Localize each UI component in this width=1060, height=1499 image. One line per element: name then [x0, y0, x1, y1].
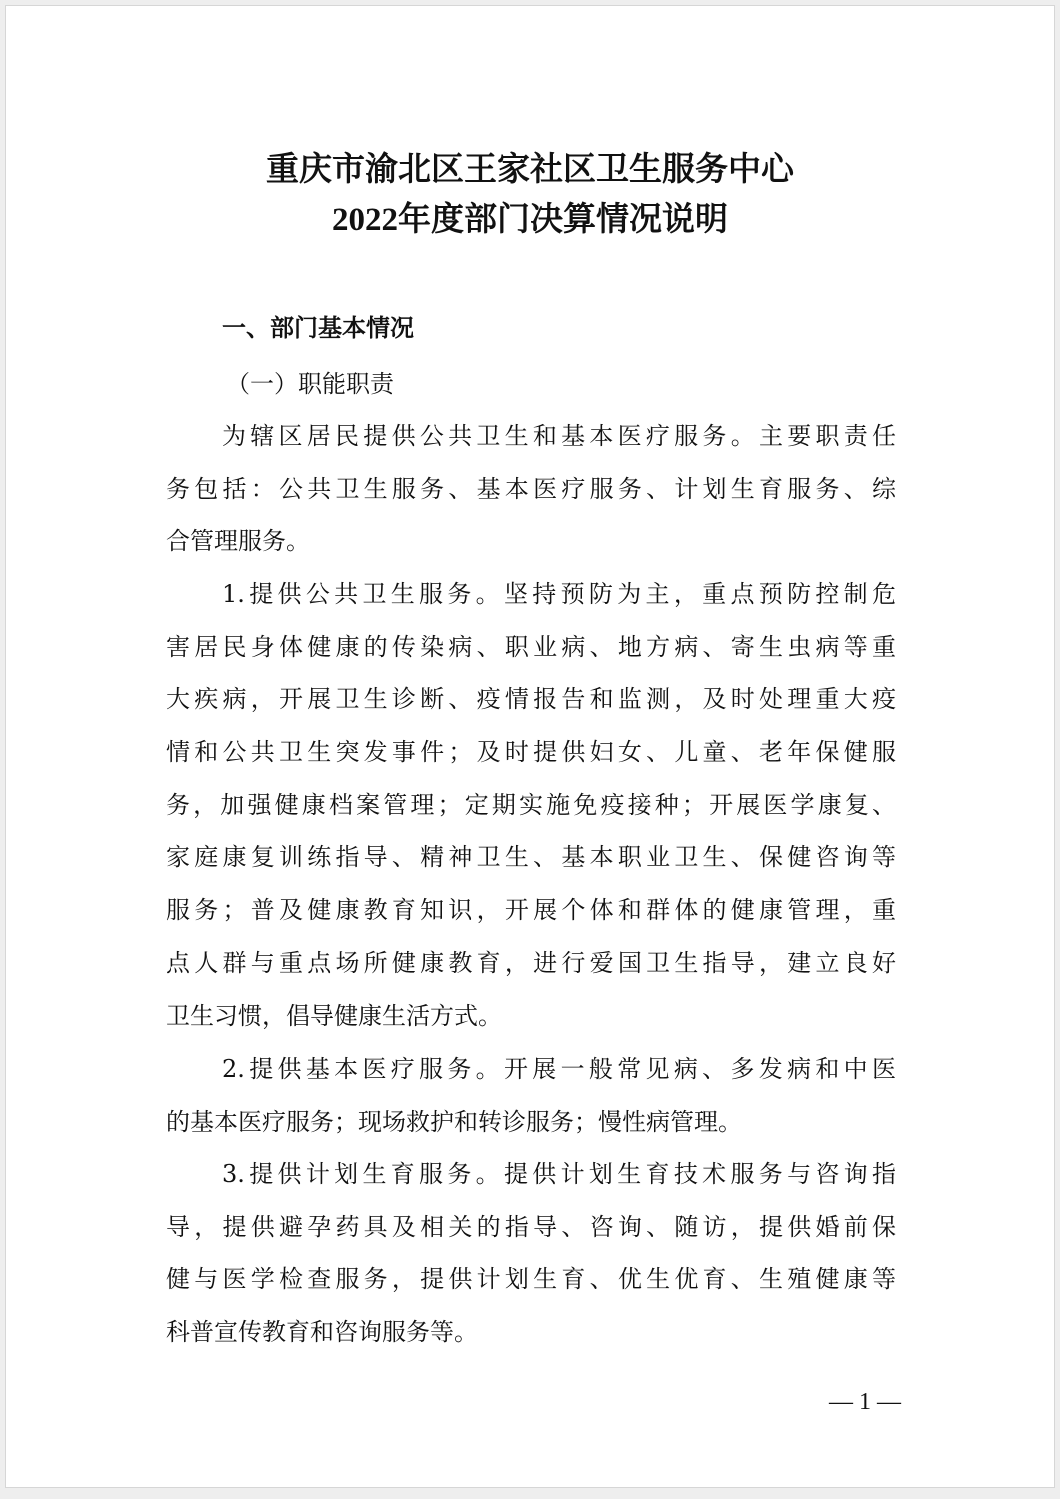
- paragraph-4: [166, 1148, 896, 1359]
- document-title-line-1: 重庆市渝北区王家社区卫生服务中心: [266, 149, 794, 188]
- paragraph-1: [166, 410, 896, 568]
- paragraph-line: 为辖区居民提供公共卫生和基本医疗服务。主要职责任: [222, 422, 896, 450]
- paragraph-line: 3.提供计划生育服务。提供计划生育技术服务与咨询指: [222, 1160, 896, 1188]
- paragraph-line: 情和公共卫生突发事件；及时提供妇女、儿童、老年保健服: [166, 738, 896, 767]
- paragraph-line: 合管理服务。: [166, 527, 310, 556]
- paragraph-line: 导，提供避孕药具及相关的指导、咨询、随访，提供婚前保: [166, 1212, 896, 1241]
- paragraph-line: 大疾病，开展卫生诊断、疫情报告和监测，及时处理重大疫: [166, 685, 896, 714]
- document-page: [6, 6, 1054, 1487]
- subsection-heading: （一）职能职责: [226, 370, 394, 398]
- paragraph-line: 的基本医疗服务；现场救护和转诊服务；慢性病管理。: [166, 1107, 742, 1136]
- paragraph-line: 科普宣传教育和咨询服务等。: [166, 1318, 478, 1347]
- paragraph-line: 服务；普及健康教育知识，开展个体和群体的健康管理，重: [166, 896, 896, 925]
- document-title-line-2: 2022年度部门决算情况说明: [332, 202, 728, 238]
- page-number: — 1 —: [829, 1389, 901, 1415]
- paragraph-3: [166, 1043, 896, 1148]
- paragraph-line: 1.提供公共卫生服务。坚持预防为主，重点预防控制危: [222, 580, 896, 608]
- section-heading: 一、部门基本情况: [222, 314, 414, 342]
- paragraph-line: 健与医学检查服务，提供计划生育、优生优育、生殖健康等: [166, 1265, 896, 1294]
- paragraph-line: 2.提供基本医疗服务。开展一般常见病、多发病和中医: [222, 1055, 896, 1083]
- paragraph-line: 害居民身体健康的传染病、职业病、地方病、寄生虫病等重: [166, 632, 896, 661]
- paragraph-line: 点人群与重点场所健康教育，进行爱国卫生指导，建立良好: [166, 948, 896, 977]
- paragraph-line: 卫生习惯，倡导健康生活方式。: [166, 1001, 502, 1030]
- paragraph-line: 家庭康复训练指导、精神卫生、基本职业卫生、保健咨询等: [166, 843, 896, 872]
- paragraph-line: 务包括：公共卫生服务、基本医疗服务、计划生育服务、综: [166, 474, 896, 503]
- paragraph-line: 务，加强健康档案管理；定期实施免疫接种；开展医学康复、: [166, 790, 896, 819]
- paragraph-2: [166, 568, 896, 1042]
